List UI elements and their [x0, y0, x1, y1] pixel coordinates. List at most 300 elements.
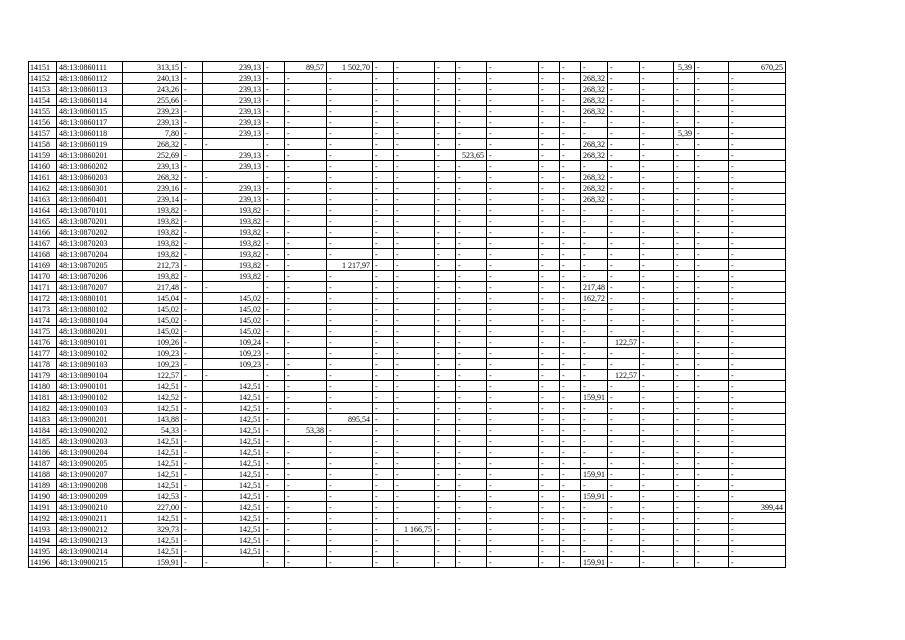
table-cell: - [674, 359, 695, 370]
table-cell: - [373, 491, 394, 502]
table-cell: - [608, 249, 640, 260]
table-cell: - [182, 315, 203, 326]
table-cell: - [487, 326, 539, 337]
table-cell: - [674, 458, 695, 469]
table-cell: - [695, 381, 729, 392]
table-cell: - [264, 491, 285, 502]
table-cell: - [640, 491, 674, 502]
table-cell: - [456, 535, 487, 546]
table-cell: - [640, 436, 674, 447]
table-cell: - [729, 161, 786, 172]
table-cell: - [695, 425, 729, 436]
table-cell: - [674, 414, 695, 425]
table-cell: - [327, 73, 373, 84]
table-cell: - [539, 414, 560, 425]
table-cell: - [729, 227, 786, 238]
table-cell: - [394, 546, 435, 557]
table-cell: - [487, 491, 539, 502]
table-cell: - [674, 271, 695, 282]
table-cell: - [182, 403, 203, 414]
table-cell: - [182, 359, 203, 370]
table-cell: - [182, 183, 203, 194]
table-row [29, 425, 786, 436]
table-cell: - [674, 106, 695, 117]
table-cell: - [456, 480, 487, 491]
table-cell: 14181 [29, 392, 57, 403]
table-cell: - [456, 557, 487, 568]
table-cell: - [264, 425, 285, 436]
table-cell: - [435, 271, 456, 282]
table-cell: - [182, 381, 203, 392]
table-cell: - [581, 370, 608, 381]
table-cell: 268,32 [581, 183, 608, 194]
table-cell: 48:13:0890103 [57, 359, 123, 370]
table-cell: - [327, 381, 373, 392]
table-cell: - [729, 348, 786, 359]
table-cell: - [487, 480, 539, 491]
table-cell: - [394, 139, 435, 150]
table-cell: - [435, 304, 456, 315]
table-cell: - [729, 95, 786, 106]
table-cell: - [182, 370, 203, 381]
table-cell: - [560, 535, 581, 546]
table-cell: 14156 [29, 117, 57, 128]
table-cell: - [456, 337, 487, 348]
table-cell: - [539, 293, 560, 304]
table-cell: - [539, 304, 560, 315]
table-cell: - [373, 128, 394, 139]
table-cell: - [539, 315, 560, 326]
table-cell: - [640, 348, 674, 359]
table-cell: - [539, 271, 560, 282]
table-body [29, 62, 786, 568]
table-cell: 48:13:0890101 [57, 337, 123, 348]
table-cell: - [608, 260, 640, 271]
table-cell: - [456, 183, 487, 194]
table-row [29, 95, 786, 106]
table-cell: - [539, 117, 560, 128]
table-cell: 142,51 [203, 392, 264, 403]
table-cell: - [394, 337, 435, 348]
table-cell: - [581, 117, 608, 128]
table-cell: - [264, 139, 285, 150]
table-cell: - [608, 469, 640, 480]
table-cell: - [182, 447, 203, 458]
table-cell: - [327, 370, 373, 381]
table-cell: - [560, 447, 581, 458]
table-cell: - [203, 370, 264, 381]
table-cell: - [674, 194, 695, 205]
table-cell: - [674, 205, 695, 216]
table-cell: - [539, 469, 560, 480]
table-cell: - [695, 458, 729, 469]
table-row [29, 139, 786, 150]
table-cell: - [182, 337, 203, 348]
table-cell: - [285, 161, 327, 172]
table-cell: - [394, 392, 435, 403]
table-cell: - [695, 205, 729, 216]
table-cell: - [456, 392, 487, 403]
table-cell: - [435, 106, 456, 117]
table-cell: - [674, 326, 695, 337]
table-cell: - [487, 502, 539, 513]
table-cell: - [729, 491, 786, 502]
table-cell: 239,13 [203, 73, 264, 84]
table-cell: 193,82 [203, 205, 264, 216]
table-cell: - [640, 84, 674, 95]
table-cell: - [674, 161, 695, 172]
table-cell: - [394, 194, 435, 205]
table-cell: - [640, 557, 674, 568]
table-cell: - [608, 161, 640, 172]
table-cell: - [285, 447, 327, 458]
table-cell: - [394, 513, 435, 524]
table-cell: 14152 [29, 73, 57, 84]
table-cell: - [608, 183, 640, 194]
table-cell: 399,44 [729, 502, 786, 513]
table-cell: - [560, 84, 581, 95]
table-cell: - [581, 128, 608, 139]
table-cell: - [182, 425, 203, 436]
table-cell: - [640, 205, 674, 216]
table-cell: - [285, 436, 327, 447]
table-cell: - [285, 95, 327, 106]
table-cell: - [695, 315, 729, 326]
table-cell: - [435, 392, 456, 403]
table-cell: - [182, 502, 203, 513]
table-cell: 193,82 [123, 271, 182, 282]
table-cell: - [285, 546, 327, 557]
table-cell: 1 502,70 [327, 62, 373, 73]
table-cell: - [264, 238, 285, 249]
table-cell: - [394, 436, 435, 447]
table-cell: 252,69 [123, 150, 182, 161]
table-cell: - [182, 469, 203, 480]
table-cell: 48:13:0860201 [57, 150, 123, 161]
table-cell: - [581, 502, 608, 513]
table-cell: - [560, 172, 581, 183]
table-cell: - [435, 117, 456, 128]
table-cell: 14186 [29, 447, 57, 458]
table-row [29, 73, 786, 84]
table-cell: - [640, 403, 674, 414]
data-table [28, 61, 786, 568]
table-cell: 14193 [29, 524, 57, 535]
table-cell: 89,57 [285, 62, 327, 73]
table-cell: - [729, 359, 786, 370]
table-row [29, 117, 786, 128]
table-cell: - [487, 535, 539, 546]
table-row [29, 205, 786, 216]
table-cell: - [695, 304, 729, 315]
table-cell: - [695, 337, 729, 348]
table-cell: - [285, 304, 327, 315]
table-cell: - [674, 557, 695, 568]
table-cell: - [539, 150, 560, 161]
table-cell: - [560, 271, 581, 282]
table-cell: - [285, 359, 327, 370]
table-cell: 14169 [29, 260, 57, 271]
table-cell: 193,82 [123, 238, 182, 249]
table-cell: 239,13 [123, 161, 182, 172]
table-cell: - [394, 348, 435, 359]
table-cell: - [729, 469, 786, 480]
table-cell: - [560, 260, 581, 271]
table-cell: - [182, 271, 203, 282]
table-cell: - [539, 337, 560, 348]
table-cell: - [264, 546, 285, 557]
table-cell: - [373, 348, 394, 359]
table-cell: - [394, 216, 435, 227]
table-cell: - [435, 315, 456, 326]
table-cell: - [640, 359, 674, 370]
table-cell: - [560, 502, 581, 513]
table-cell: - [640, 524, 674, 535]
table-cell: - [373, 326, 394, 337]
table-cell: - [435, 172, 456, 183]
table-cell: - [327, 84, 373, 95]
table-cell: - [695, 480, 729, 491]
table-cell: - [487, 403, 539, 414]
table-cell: - [487, 436, 539, 447]
table-cell: - [695, 194, 729, 205]
table-cell: - [264, 95, 285, 106]
table-cell: - [695, 117, 729, 128]
table-cell: 268,32 [581, 106, 608, 117]
table-cell: - [285, 381, 327, 392]
table-cell: - [327, 513, 373, 524]
table-cell: - [182, 513, 203, 524]
table-cell: - [327, 139, 373, 150]
table-cell: - [327, 315, 373, 326]
table-cell: 895,54 [327, 414, 373, 425]
table-cell: 217,48 [123, 282, 182, 293]
table-cell: - [695, 348, 729, 359]
table-cell: - [182, 326, 203, 337]
table-cell: - [285, 227, 327, 238]
table-cell: - [394, 271, 435, 282]
table-row [29, 282, 786, 293]
table-cell: - [435, 249, 456, 260]
table-cell: - [487, 260, 539, 271]
table-cell: - [456, 524, 487, 535]
table-cell: - [456, 458, 487, 469]
table-cell: - [674, 513, 695, 524]
table-cell: - [608, 194, 640, 205]
table-cell: - [560, 128, 581, 139]
table-cell: - [456, 62, 487, 73]
table-cell: - [581, 524, 608, 535]
table-cell: - [373, 161, 394, 172]
table-cell: - [608, 513, 640, 524]
table-cell: 48:13:0860111 [57, 62, 123, 73]
table-cell: - [456, 172, 487, 183]
table-cell: - [373, 425, 394, 436]
table-cell: - [456, 359, 487, 370]
table-cell: 145,02 [203, 304, 264, 315]
table-cell: - [608, 502, 640, 513]
table-cell: - [560, 95, 581, 106]
table-cell: - [695, 172, 729, 183]
table-row [29, 128, 786, 139]
table-cell: - [327, 227, 373, 238]
table-cell: - [373, 227, 394, 238]
table-cell: - [264, 73, 285, 84]
table-cell: - [608, 359, 640, 370]
table-cell: 142,51 [203, 480, 264, 491]
table-cell: - [539, 458, 560, 469]
table-cell: 48:13:0870207 [57, 282, 123, 293]
table-row [29, 238, 786, 249]
table-cell: 14180 [29, 381, 57, 392]
table-cell: 145,02 [203, 293, 264, 304]
table-cell: 14168 [29, 249, 57, 260]
table-cell: - [695, 73, 729, 84]
table-cell: - [539, 238, 560, 249]
table-cell: - [285, 106, 327, 117]
table-cell: 14191 [29, 502, 57, 513]
table-cell: - [487, 271, 539, 282]
table-cell: - [456, 436, 487, 447]
table-cell: - [487, 546, 539, 557]
table-cell: - [182, 84, 203, 95]
table-cell: 268,32 [581, 139, 608, 150]
table-cell: 48:13:0880104 [57, 315, 123, 326]
table-cell: - [394, 73, 435, 84]
table-cell: - [729, 73, 786, 84]
table-cell: - [394, 315, 435, 326]
table-cell: - [435, 436, 456, 447]
table-cell: - [560, 370, 581, 381]
table-cell: - [640, 414, 674, 425]
table-cell: - [327, 502, 373, 513]
table-cell: - [640, 370, 674, 381]
table-cell: 142,51 [203, 546, 264, 557]
table-cell: - [640, 282, 674, 293]
table-cell: 193,82 [123, 227, 182, 238]
table-cell: - [729, 535, 786, 546]
table-cell: - [285, 337, 327, 348]
table-cell: - [373, 337, 394, 348]
table-cell: - [264, 216, 285, 227]
table-cell: - [264, 370, 285, 381]
table-cell: - [581, 304, 608, 315]
table-cell: - [456, 326, 487, 337]
table-cell: - [608, 238, 640, 249]
table-cell: - [264, 326, 285, 337]
table-cell: - [640, 480, 674, 491]
table-cell: - [285, 205, 327, 216]
table-cell: - [581, 238, 608, 249]
table-cell: - [435, 381, 456, 392]
table-cell: - [539, 139, 560, 150]
table-cell: - [435, 535, 456, 546]
table-cell: - [394, 469, 435, 480]
table-cell: - [560, 304, 581, 315]
table-cell: 239,13 [203, 194, 264, 205]
table-cell: - [581, 436, 608, 447]
table-cell: - [394, 161, 435, 172]
table-cell: - [487, 513, 539, 524]
table-cell: - [674, 502, 695, 513]
table-cell: - [327, 425, 373, 436]
table-cell: - [456, 260, 487, 271]
table-cell: 145,02 [123, 315, 182, 326]
table-cell: - [640, 469, 674, 480]
table-cell: - [608, 205, 640, 216]
table-cell: - [435, 524, 456, 535]
table-row [29, 458, 786, 469]
table-cell: - [456, 84, 487, 95]
table-cell: 14166 [29, 227, 57, 238]
table-cell: 14159 [29, 150, 57, 161]
table-cell: - [456, 381, 487, 392]
table-cell: 239,13 [123, 117, 182, 128]
table-cell: - [264, 293, 285, 304]
table-cell: 14196 [29, 557, 57, 568]
table-cell: - [695, 216, 729, 227]
table-cell: - [285, 84, 327, 95]
table-cell: 193,82 [203, 227, 264, 238]
table-cell: - [373, 238, 394, 249]
table-cell: - [264, 513, 285, 524]
table-cell: - [394, 293, 435, 304]
table-cell: - [695, 139, 729, 150]
table-cell: - [560, 326, 581, 337]
table-cell: - [640, 381, 674, 392]
table-cell: 193,82 [123, 216, 182, 227]
table-cell: 48:13:0900211 [57, 513, 123, 524]
table-cell: - [539, 106, 560, 117]
table-cell: - [373, 106, 394, 117]
table-cell: - [285, 370, 327, 381]
table-row [29, 491, 786, 502]
table-cell: - [729, 150, 786, 161]
table-cell: 268,32 [581, 95, 608, 106]
table-cell: - [608, 425, 640, 436]
table-cell: - [608, 315, 640, 326]
table-cell: - [264, 414, 285, 425]
table-cell: - [394, 205, 435, 216]
table-cell: - [640, 447, 674, 458]
table-cell: 239,13 [203, 128, 264, 139]
table-cell: - [456, 227, 487, 238]
table-cell: - [640, 304, 674, 315]
table-cell: - [285, 502, 327, 513]
table-cell: - [264, 447, 285, 458]
table-cell: 48:13:0870203 [57, 238, 123, 249]
table-cell: - [539, 73, 560, 84]
table-cell: - [487, 348, 539, 359]
table-cell: - [560, 73, 581, 84]
table-cell: 142,51 [123, 546, 182, 557]
table-row [29, 161, 786, 172]
table-row [29, 348, 786, 359]
table-cell: - [373, 535, 394, 546]
table-cell: 48:13:0880101 [57, 293, 123, 304]
table-cell: - [456, 425, 487, 436]
table-cell: 142,51 [123, 458, 182, 469]
table-cell: - [560, 216, 581, 227]
table-cell: - [581, 348, 608, 359]
table-cell: - [581, 425, 608, 436]
table-cell: - [695, 238, 729, 249]
table-cell: - [729, 513, 786, 524]
table-cell: - [182, 304, 203, 315]
table-cell: - [487, 62, 539, 73]
table-cell: - [539, 348, 560, 359]
table-cell: - [435, 337, 456, 348]
